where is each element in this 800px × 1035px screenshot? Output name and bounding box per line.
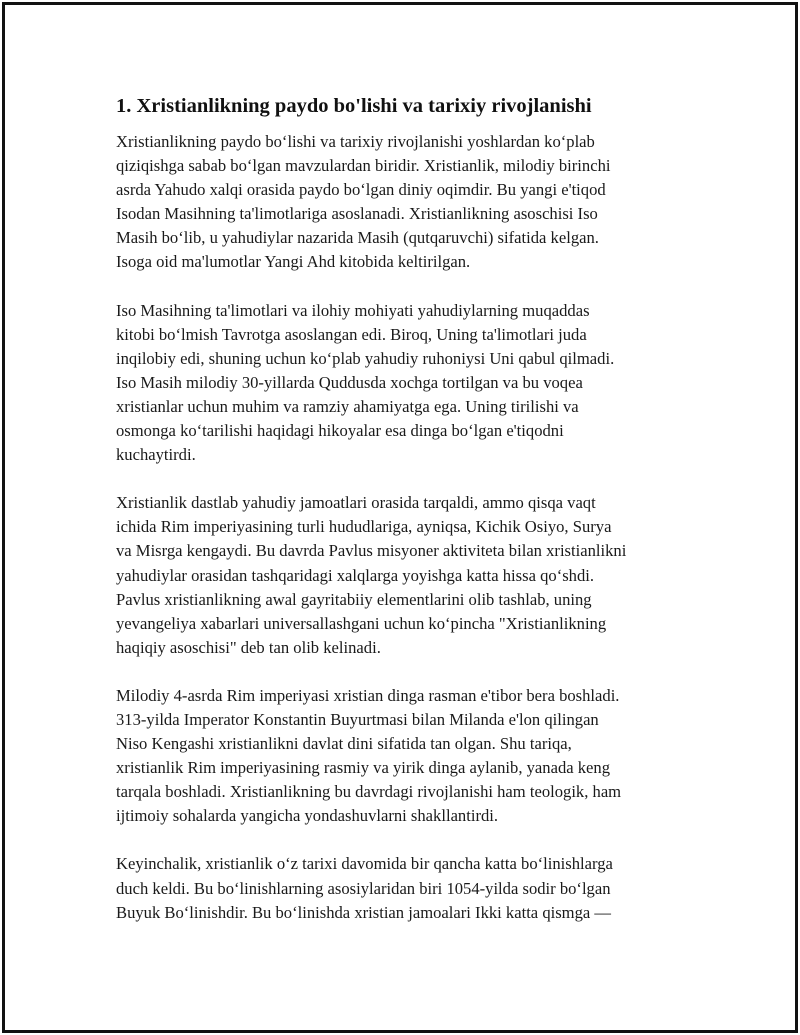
paragraph-line: Xristianlikning paydo bo‘lishi va tarixiy rivojlanishi yoshlardan ko‘plab [116,132,595,151]
paragraph-line: kuchaytirdi. [116,445,196,465]
paragraph-line: Isoga oid ma'lumotlar Yangi Ahd kitobida keltirilgan. [116,252,471,272]
paragraph-line: Isodan Masihning ta'limotlariga asoslanadi. Xristianlikning asoschisi Iso [116,204,598,224]
paragraph-line: duch keldi. Bu bo‘linishlarning asosiylaridan biri 1054-yilda sodir bo‘lgan [116,878,611,898]
paragraph-line: Keyinchalik, xristianlik o‘z tarixi davomida bir qancha katta bo‘linishlarga [116,854,613,874]
paragraph-line: osmonga ko‘tarilishi haqidagi hikoyalar esa dinga bo‘lgan e'tiqodni [116,421,564,441]
paragraph-line: Pavlus xristianlikning awal gayritabiiy elementlarini olib tashlab, uning [116,589,592,609]
paragraph-line: Masih bo‘lib, u yahudiylar nazarida Masih (qutqaruvchi) sifatida kelgan. [116,228,599,248]
paragraph-line: xristianlar uchun muhim va ramziy ahamiyatga ega. Uning tirilishi va [116,396,579,416]
paragraph-line: Niso Kengashi xristianlikni davlat dini sifatida tan olgan. Shu tariqa, [116,734,572,754]
paragraph-line: asrda Yahudo xalqi orasida paydo bo‘lgan diniy oqimdir. Bu yangi e'tiqod [116,180,606,200]
paragraph-line: xristianlik Rim imperiyasining rasmiy va yirik dinga aylanib, yanada keng [116,758,611,778]
paragraph-line: 313-yilda Imperator Konstantin Buyurtmasi bilan Milanda e'lon qilingan [116,709,599,729]
paragraph-line: Iso Masih milodiy 30-yillarda Quddusda xochga tortilgan va bu voqea [116,372,583,392]
paragraph-line: Xristianlik dastlab yahudiy jamoatlari orasida tarqaldi, ammo qisqa vaqt [116,493,596,513]
paragraph-line: qiziqishga sabab bo‘lgan mavzulardan biridir. Xristianlik, milodiy birinchi [116,156,611,176]
paragraph-5 [116,852,696,924]
paragraph-line: ijtimoiy sohalarda yangicha yondashuvlarni shakllantirdi. [116,806,499,826]
paragraph-line: tarqala boshladi. Xristianlikning bu davrdagi rivojlanishi ham teologik, ham [116,782,622,802]
document-title: 1. Xristianlikning paydo bo'lishi va tarixiy rivojlanishi [116,95,592,117]
paragraph-3 [116,491,696,660]
paragraph-line: haqiqiy asoschisi" deb tan olib kelinadi. [116,637,381,657]
document-body [116,92,696,949]
paragraph-line: yahudiylar orasidan tashqaridagi xalqlarga yoyishga katta hissa qo‘shdi. [116,565,595,585]
paragraph-line: Buyuk Bo‘linishdir. Bu bo‘linishda xristian jamoalari Ikki katta qismga — [116,902,611,922]
paragraph-line: inqilobiy edi, shuning uchun ko‘plab yahudiy ruhoniysi Uni qabul qilmadi. [116,348,615,368]
paragraph-line: va Misrga kengaydi. Bu davrda Pavlus misyoner aktiviteta bilan xristianlikni [116,541,627,561]
paragraph-4 [116,684,696,829]
paragraph-line: Iso Masihning ta'limotlari va ilohiy mohiyati yahudiylarning muqaddas [116,300,590,320]
paragraph-2 [116,299,696,468]
paragraph-line: Milodiy 4-asrda Rim imperiyasi xristian dinga rasman e'tibor bera boshladi. [116,685,620,705]
paragraph-line: yevangeliya xabarlari universallashgani uchun ko‘pincha "Xristianlikning [116,613,607,633]
paragraph-1 [116,130,696,275]
paragraph-line: ichida Rim imperiyasining turli hududlariga, ayniqsa, Kichik Osiyo, Surya [116,517,612,537]
paragraph-line: kitobi bo‘lmish Tavrotga asoslangan edi. Biroq, Uning ta'limotlari juda [116,324,587,344]
